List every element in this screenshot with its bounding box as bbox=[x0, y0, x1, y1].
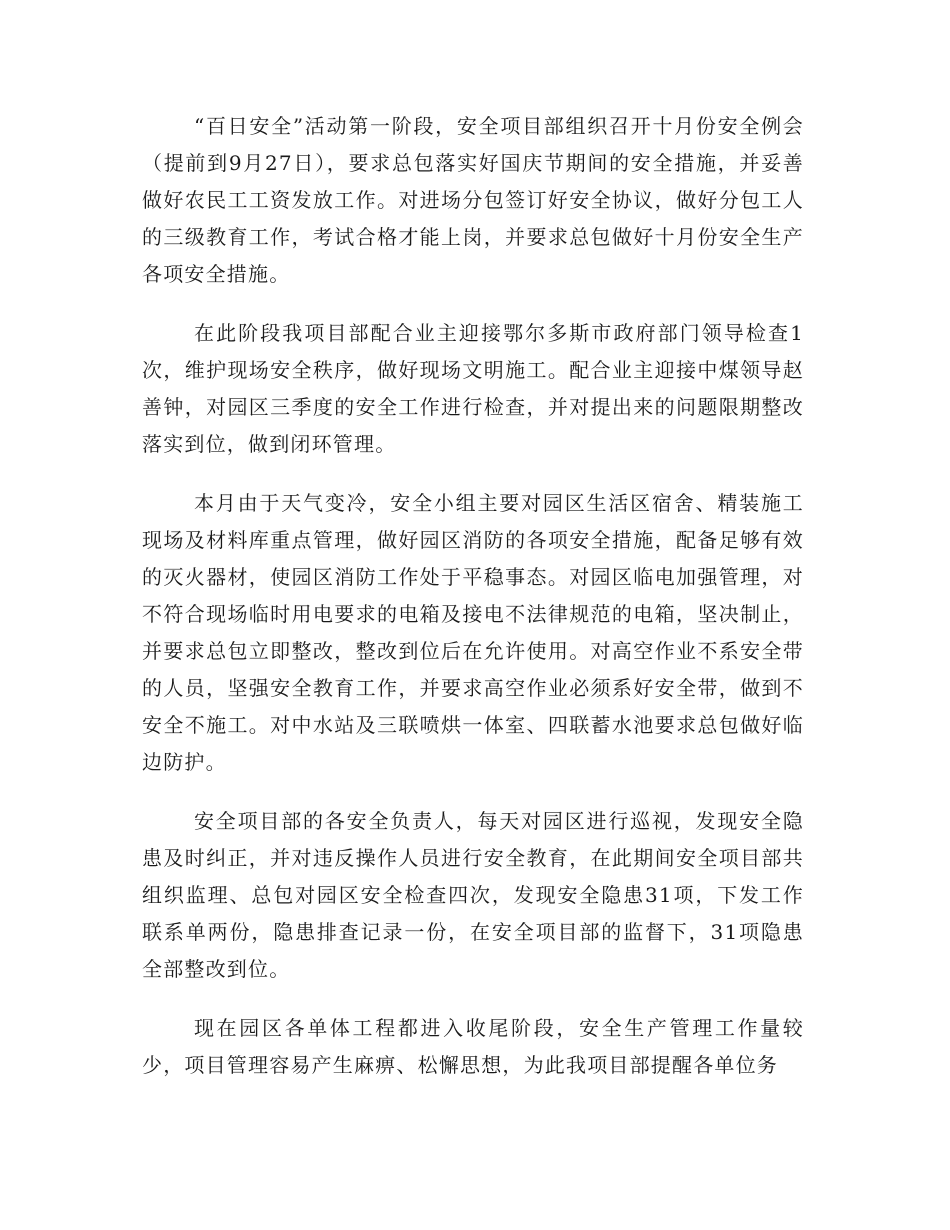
paragraph-2: 在此阶段我项目部配合业主迎接鄂尔多斯市政府部门领导检查1次，维护现场安全秩序，做好现场文明施工。配合业主迎接中煤领导赵善钟，对园区三季度的安全工作进行检查，并对提出来的问题限期整改落实到位，做到闭环管理。 bbox=[142, 321, 804, 456]
paragraph-4: 安全项目部的各安全负责人，每天对园区进行巡视，发现安全隐患及时纠正，并对违反操作人员进行安全教育，在此期间安全项目部共组织监理、总包对园区安全检查四次，发现安全隐患31项，下发工作联系单两份，隐患排查记录一份，在安全项目部的监督下，31项隐患全部整改到位。 bbox=[142, 809, 804, 981]
paragraph-5: 现在园区各单体工程都进入收尾阶段，安全生产管理工作量较少，项目管理容易产生麻痹、松懈思想，为此我项目部提醒各单位务 bbox=[142, 1016, 804, 1077]
paragraph-1: “百日安全”活动第一阶段，安全项目部组织召开十月份安全例会（提前到9月27日），要求总包落实好国庆节期间的安全措施，并妥善做好农民工工资发放工作。对进场分包签订好安全协议，做好分包工人的三级教育工作，考试合格才能上岗，并要求总包做好十月份安全生产各项安全措施。 bbox=[142, 114, 804, 286]
document-body bbox=[142, 108, 804, 1106]
paragraph-3: 本月由于天气变冷，安全小组主要对园区生活区宿舍、精装施工现场及材料库重点管理，做好园区消防的各项安全措施，配备足够有效的灭火器材，使园区消防工作处于平稳事态。对园区临电加强管理，对不符合现场临时用电要求的电箱及接电不法律规范的电箱，坚决制止，并要求总包立即整改，整改到位后在允许使用。对高空作业不系安全带的人员，坚强安全教育工作，并要求高空作业必须系好安全带，做到不安全不施工。对中水站及三联喷烘一体室、四联蓄水池要求总包做好临边防护。 bbox=[142, 491, 804, 774]
